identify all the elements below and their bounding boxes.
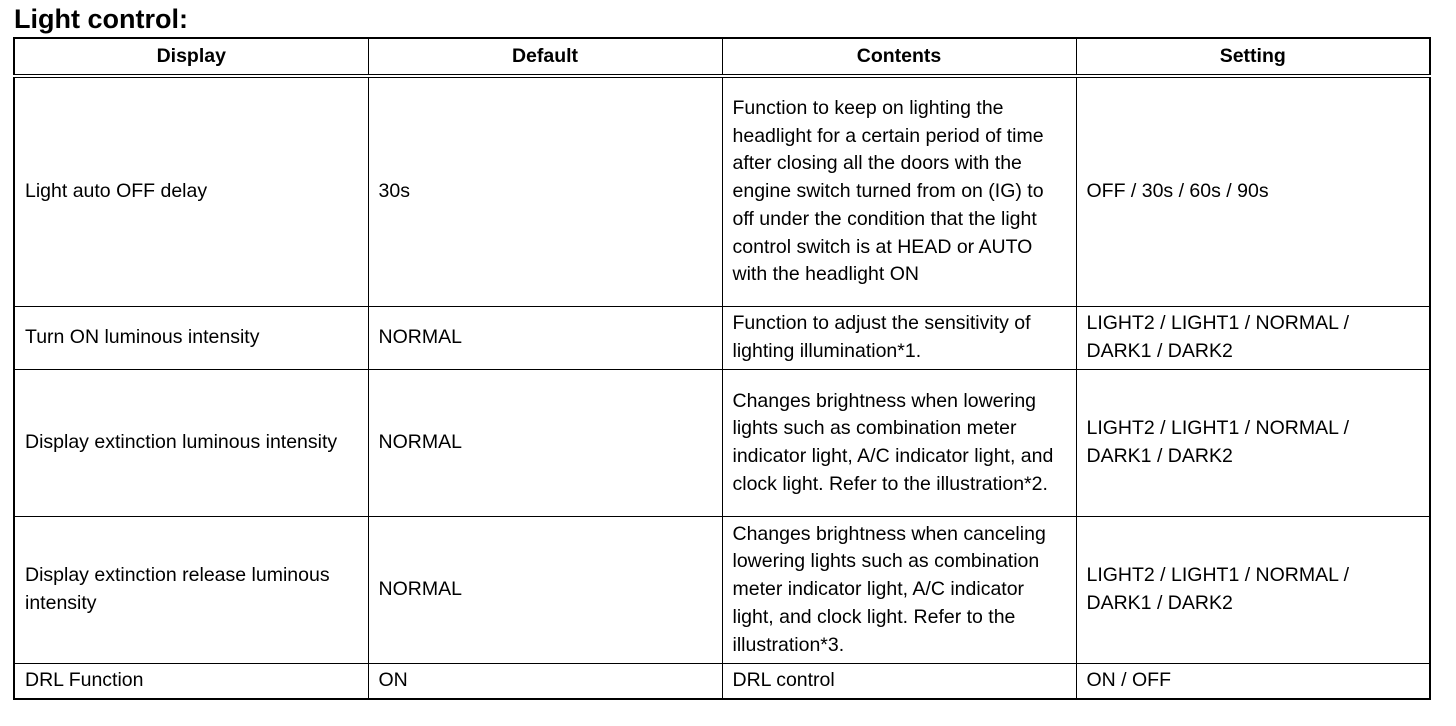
cell-setting: LIGHT2 / LIGHT1 / NORMAL / DARK1 / DARK2 — [1076, 307, 1430, 370]
cell-setting: OFF / 30s / 60s / 90s — [1076, 76, 1430, 307]
contents-text: Changes brightness when lowering lights such as combination meter indicator light, A/C indicator light, and clock light. Refer to the illustration*2. — [732, 389, 1054, 495]
cell-contents — [722, 370, 1076, 517]
header-contents: Contents — [722, 38, 1076, 76]
cell-default: ON — [368, 664, 722, 700]
header-setting: Setting — [1076, 38, 1430, 76]
table-row — [14, 307, 1430, 370]
table-row — [14, 664, 1430, 700]
contents-text: Function to keep on lighting the headlight for a certain period of time after closing all the doors with the engine switch turned from on (IG) to off under the condition that the light control switch is at HEAD or AUTO with the headlight ON — [732, 97, 1044, 286]
cell-contents — [722, 76, 1076, 307]
contents-text: Function to adjust the sensitivity of lighting illumination*1. — [732, 312, 1031, 362]
page-title: Light control: — [14, 4, 188, 34]
header-display: Display — [14, 38, 368, 76]
cell-display: Turn ON luminous intensity — [14, 307, 368, 370]
table-row — [14, 517, 1430, 664]
cell-default: NORMAL — [368, 307, 722, 370]
table-row — [14, 76, 1430, 307]
cell-display: DRL Function — [14, 664, 368, 700]
cell-display: Display extinction luminous intensity — [14, 370, 368, 517]
cell-setting: ON / OFF — [1076, 664, 1430, 700]
light-control-table — [13, 37, 1431, 700]
cell-display: Light auto OFF delay — [14, 76, 368, 307]
cell-setting: LIGHT2 / LIGHT1 / NORMAL / DARK1 / DARK2 — [1076, 517, 1430, 664]
contents-text: DRL control — [732, 669, 835, 692]
cell-default: NORMAL — [368, 517, 722, 664]
cell-default: NORMAL — [368, 370, 722, 517]
cell-display: Display extinction release luminous intensity — [14, 517, 368, 664]
contents-text: Changes brightness when canceling lowering lights such as combination meter indicator light, A/C indicator light, and clock light. Refer to the illustration*3. — [732, 522, 1046, 656]
cell-contents — [722, 307, 1076, 370]
cell-default: 30s — [368, 76, 722, 307]
table-row — [14, 370, 1430, 517]
header-default: Default — [368, 38, 722, 76]
cell-contents — [722, 517, 1076, 664]
cell-setting: LIGHT2 / LIGHT1 / NORMAL / DARK1 / DARK2 — [1076, 370, 1430, 517]
table-header-row — [14, 38, 1430, 76]
cell-contents — [722, 664, 1076, 700]
